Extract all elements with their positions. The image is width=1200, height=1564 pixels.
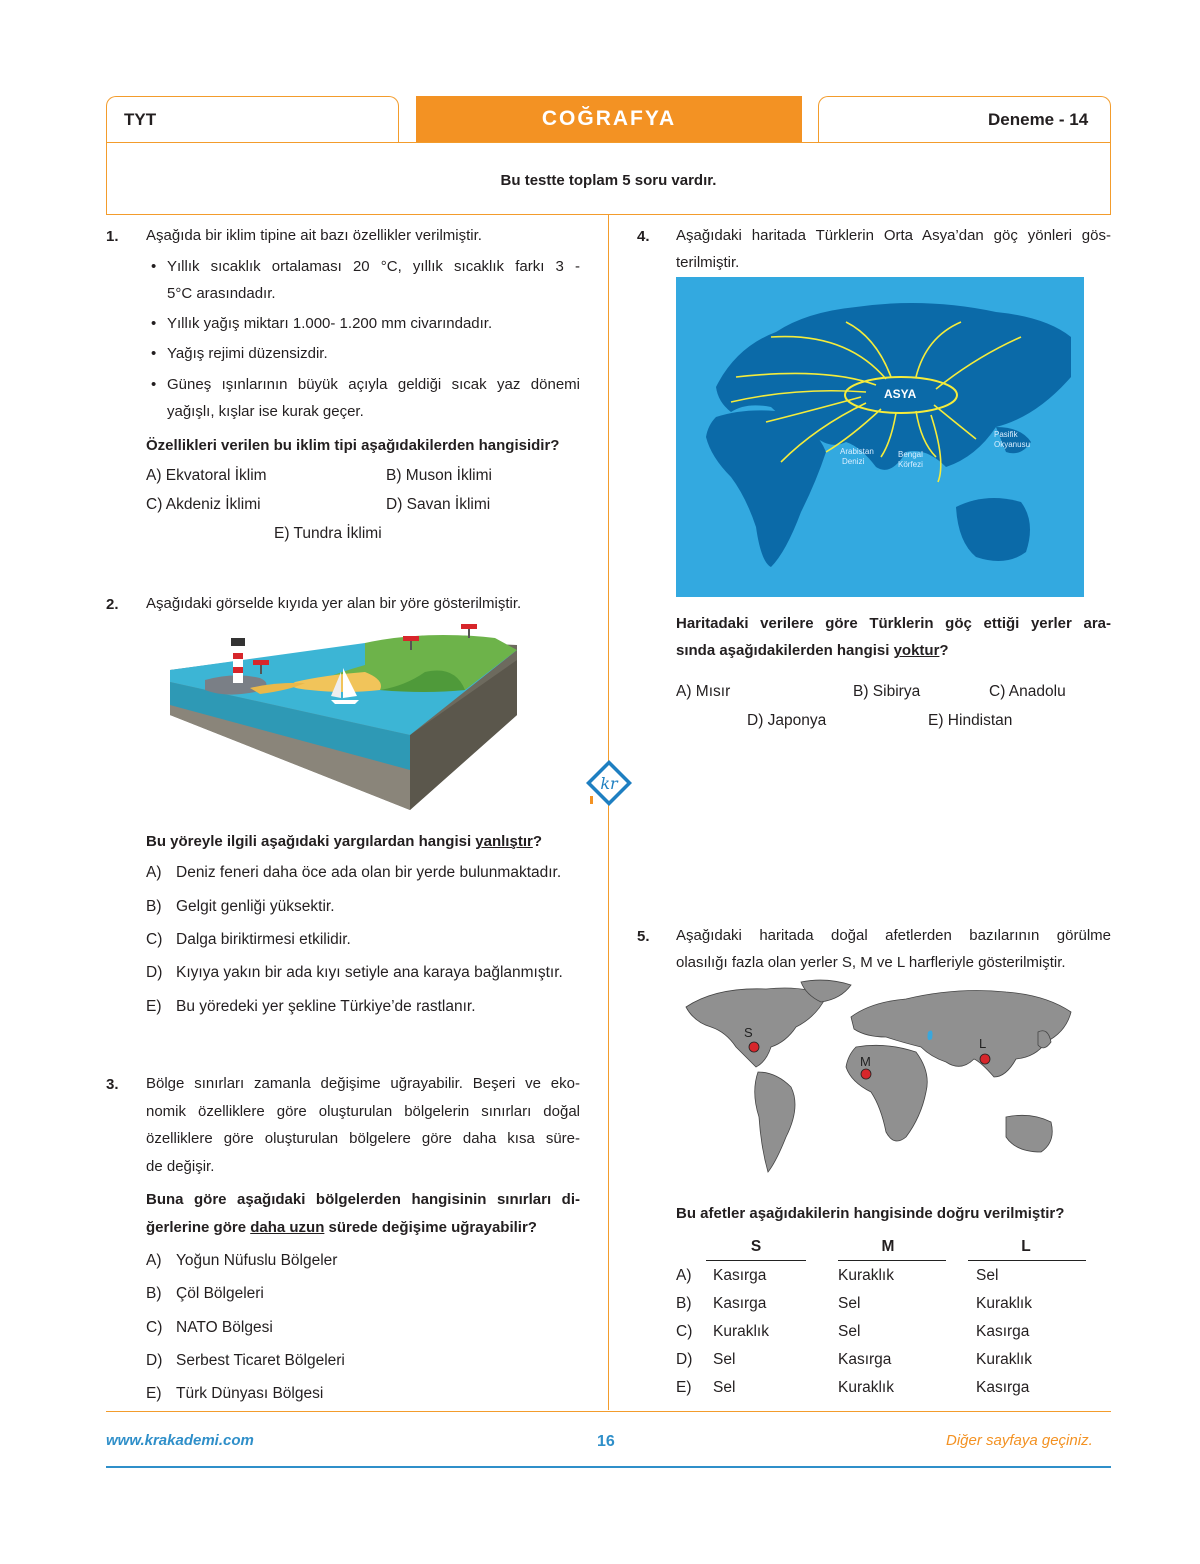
q1-bullet-3: • Yağış rejimi düzensizdir. (167, 340, 328, 368)
info-text: Bu testte toplam 5 soru vardır. (500, 172, 717, 189)
svg-text:Bengal: Bengal (898, 450, 923, 459)
q2-option-a[interactable]: Deniz feneri daha öce ada olan bir yerde bulunmaktadır. (176, 864, 562, 881)
q1-option-a[interactable]: A) Ekvatoral İklim (146, 467, 267, 484)
svg-text:Denizi: Denizi (842, 457, 865, 466)
q3-letter-d[interactable]: D) (146, 1352, 163, 1369)
q1-number: 1. (106, 228, 119, 245)
q1-option-b[interactable]: B) Muson İklimi (386, 467, 492, 484)
q2-option-d[interactable]: Kıyıya yakın bir ada kıyı setiyle ana karaya bağlanmıştır. (176, 964, 563, 981)
q5-col-s-rule (706, 1260, 806, 1261)
column-divider (608, 215, 609, 1410)
q2-stem: Aşağıdaki görselde kıyıda yer alan bir yöre gösterilmiştir. (146, 595, 522, 612)
q5-number: 5. (637, 928, 650, 945)
page-number: 16 (597, 1433, 615, 1450)
q3-option-e[interactable]: Türk Dünyası Bölgesi (176, 1385, 324, 1402)
q5-stem-line-1: Aşağıdaki haritada doğal afetlerden bazılarının görülme (676, 927, 1111, 944)
q4-option-d[interactable]: D) Japonya (747, 712, 827, 729)
footer-rule (106, 1466, 1111, 1468)
q3-number: 3. (106, 1076, 119, 1093)
svg-text:ASYA: ASYA (884, 387, 917, 401)
q5-col-s: S (750, 1238, 762, 1255)
exam-number: Deneme - 14 (988, 110, 1089, 129)
q4-number: 4. (637, 228, 650, 245)
q1-bullet-4-cont: yağışlı, kışlar ise kurak geçer. (167, 403, 364, 420)
q3-option-c[interactable]: NATO Bölgesi (176, 1319, 273, 1336)
q3-stem-line-1: Bölge sınırları zamanla değişime uğrayabilir. Beşeri ve eko- (146, 1075, 580, 1092)
svg-text:Arabistan: Arabistan (840, 447, 874, 456)
footer-next-page: Diğer sayfaya geçiniz. (946, 1432, 1093, 1449)
svg-text:Pasifik: Pasifik (994, 430, 1018, 439)
q1-option-c[interactable]: C) Akdeniz İklimi (146, 496, 261, 513)
q5-question: Bu afetler aşağıdakilerin hangisinde doğru verilmiştir? (676, 1205, 1065, 1222)
coastal-landform-illustration (165, 620, 525, 810)
q2-question: Bu yöreyle ilgili aşağıdaki yargılardan hangisi yanlıştır? (146, 833, 542, 850)
q2-letter-a[interactable]: A) (146, 864, 162, 881)
footer-url[interactable]: www.krakademi.com (106, 1432, 254, 1449)
exam-type: TYT (124, 110, 157, 129)
svg-text:L: L (979, 1036, 987, 1051)
q4-option-e[interactable]: E) Hindistan (928, 712, 1013, 729)
hazard-world-map (676, 977, 1096, 1187)
q4-question-line-2: sında aşağıdakilerden hangisi yoktur? (676, 642, 949, 659)
q2-letter-d[interactable]: D) (146, 964, 163, 981)
q3-stem-line-2: nomik özelliklere göre oluşturulan bölgelerin sınırları doğal (146, 1103, 580, 1120)
q2-option-b[interactable]: Gelgit genliği yüksektir. (176, 898, 335, 915)
content-bottom-rule (106, 1411, 1111, 1412)
q2-letter-e[interactable]: E) (146, 998, 162, 1015)
migration-map-svg (676, 277, 1084, 597)
subject-title: COĞRAFYA (416, 96, 802, 142)
q2-letter-c[interactable]: C) (146, 931, 163, 948)
q1-bullet-4: • Güneş ışınlarının büyük açıyla geldiği sıcak yaz dönemi (167, 371, 580, 399)
q3-letter-b[interactable]: B) (146, 1285, 162, 1302)
q4-option-a[interactable]: A) Mısır (676, 683, 731, 700)
q3-letter-e[interactable]: E) (146, 1385, 162, 1402)
kr-logo-icon (584, 758, 634, 808)
q3-question-line-1: Buna göre aşağıdaki bölgelerden hangisinin sınırları di- (146, 1191, 580, 1208)
svg-text:kr: kr (600, 774, 618, 793)
q1-option-d[interactable]: D) Savan İklimi (386, 496, 491, 513)
q5-col-l-rule (968, 1260, 1086, 1261)
svg-text:S: S (744, 1025, 753, 1040)
q4-question-line-1: Haritadaki verilere göre Türklerin göç ettiği yerler ara- (676, 615, 1111, 632)
q5-col-m-rule (838, 1260, 946, 1261)
q3-stem-line-3: özelliklere göre oluşturulan bölgelere göre daha kısa süre- (146, 1130, 580, 1147)
q4-option-b[interactable]: B) Sibirya (853, 683, 921, 700)
migration-map (676, 277, 1084, 597)
q4-option-c[interactable]: C) Anadolu (989, 683, 1066, 700)
q5-col-m: M (881, 1238, 895, 1255)
info-box (106, 142, 1111, 215)
svg-text:Körfezi: Körfezi (898, 460, 923, 469)
q1-bullet-1-cont: 5°C arasındadır. (167, 285, 276, 302)
q1-bullet-2: • Yıllık yağış miktarı 1.000- 1.200 mm civarındadır. (167, 310, 492, 338)
q3-letter-c[interactable]: C) (146, 1319, 163, 1336)
svg-text:Okyanusu: Okyanusu (994, 440, 1031, 449)
q1-stem: Aşağıda bir iklim tipine ait bazı özellikler verilmiştir. (146, 227, 482, 244)
q2-letter-b[interactable]: B) (146, 898, 162, 915)
svg-text:M: M (860, 1054, 871, 1069)
q4-stem-line-1: Aşağıdaki haritada Türklerin Orta Asya’dan göç yönleri gös- (676, 227, 1111, 244)
q5-col-l: L (1021, 1238, 1031, 1255)
q3-option-a[interactable]: Yoğun Nüfuslu Bölgeler (176, 1252, 338, 1269)
q2-option-c[interactable]: Dalga biriktirmesi etkilidir. (176, 931, 351, 948)
q2-option-e[interactable]: Bu yöredeki yer şekline Türkiye’de rastlanır. (176, 998, 476, 1015)
q3-question-line-2: ğerlerine göre daha uzun sürede değişime uğrayabilir? (146, 1219, 537, 1236)
q3-stem-line-4: de değişir. (146, 1158, 215, 1175)
q1-bullet-1: • Yıllık sıcaklık ortalaması 20 °C, yıllık sıcaklık farkı 3 - (167, 253, 580, 281)
q1-question: Özellikleri verilen bu iklim tipi aşağıdakilerden hangisidir? (146, 437, 560, 454)
q3-option-d[interactable]: Serbest Ticaret Bölgeleri (176, 1352, 345, 1369)
q5-stem-line-2: olasılığı fazla olan yerler S, M ve L harfleriyle gösterilmiştir. (676, 954, 1066, 971)
q2-number: 2. (106, 596, 119, 613)
q4-stem-line-2: terilmiştir. (676, 254, 740, 271)
q3-letter-a[interactable]: A) (146, 1252, 162, 1269)
q1-option-e[interactable]: E) Tundra İklimi (274, 525, 382, 542)
q3-option-b[interactable]: Çöl Bölgeleri (176, 1285, 264, 1302)
